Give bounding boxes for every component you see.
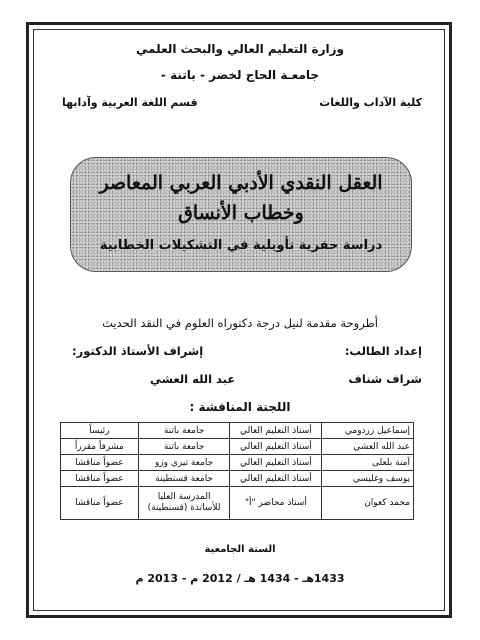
- supervisor-name: عبد الله العشي: [150, 372, 236, 386]
- table-row: [61, 487, 414, 520]
- member-role: مشرفاً مقرراً: [61, 439, 139, 455]
- prepared-by-label: إعداد الطالب:: [344, 344, 422, 358]
- thesis-degree-line: أطروحة مقدمة لنيل درجة دكتوراه العلوم في النقد الحديث: [102, 316, 378, 330]
- member-rank: أستاذ التعليم العالي: [230, 471, 322, 487]
- member-role: رئيساً: [61, 423, 139, 439]
- ministry-name: وزارة التعليم العالي والبحث العلمي: [135, 42, 345, 56]
- department-name: قسم اللغة العربية وآدابها: [62, 96, 198, 109]
- committee-title: اللجنة المناقشة :: [189, 400, 291, 414]
- member-rank: أستاذ التعليم العالي: [230, 439, 322, 455]
- member-institution: جامعة باتنة: [138, 423, 230, 439]
- faculty-name: كلية الآداب واللغات: [319, 96, 422, 109]
- member-institution: جامعة قسنطينة: [138, 471, 230, 487]
- member-role: عضواً مناقشا: [61, 487, 139, 520]
- academic-year: 1433هـ - 1434 هـ / 2012 م - 2013 م: [135, 572, 345, 585]
- university-name: جامعـة الحاج لخضر - باتنة -: [160, 68, 320, 82]
- member-name: يوسف وغليسي: [322, 471, 414, 487]
- member-name: عبد الله العشي: [322, 439, 414, 455]
- member-name: محمد كعوان: [322, 487, 414, 520]
- member-role: عضواً مناقشا: [61, 471, 139, 487]
- table-row: [61, 423, 414, 439]
- student-name: شراف شناف: [348, 372, 422, 386]
- committee-table: [60, 422, 414, 520]
- member-institution: المدرسة العليا للأساتذة (قسنطينة): [138, 487, 230, 520]
- member-rank: أستاذ التعليم العالي: [230, 455, 322, 471]
- table-row: [61, 439, 414, 455]
- member-rank: أستاذ محاضر "أ": [230, 487, 322, 520]
- thesis-subtitle: وخطاب الأنساق: [178, 202, 304, 224]
- member-role: عضواً مناقشا: [61, 455, 139, 471]
- table-row: [61, 455, 414, 471]
- title-box: [70, 157, 412, 272]
- member-name: إسماعيل زردومي: [322, 423, 414, 439]
- supervised-by-label: إشراف الأستاذ الدكتور:: [72, 344, 204, 358]
- member-institution: جامعة تيزي وزو: [138, 455, 230, 471]
- thesis-title: العقل النقدي الأدبي العربي المعاصر: [99, 172, 383, 194]
- thesis-study-type: دراسة حفرية تأويلية في التشكيلات الخطابية: [99, 238, 383, 253]
- member-name: آمنة بلعلى: [322, 455, 414, 471]
- academic-year-label: السنة الجامعية: [204, 544, 276, 555]
- table-row: [61, 471, 414, 487]
- member-rank: أستاذ التعليم العالي: [230, 423, 322, 439]
- member-institution: جامعة باتنة: [138, 439, 230, 455]
